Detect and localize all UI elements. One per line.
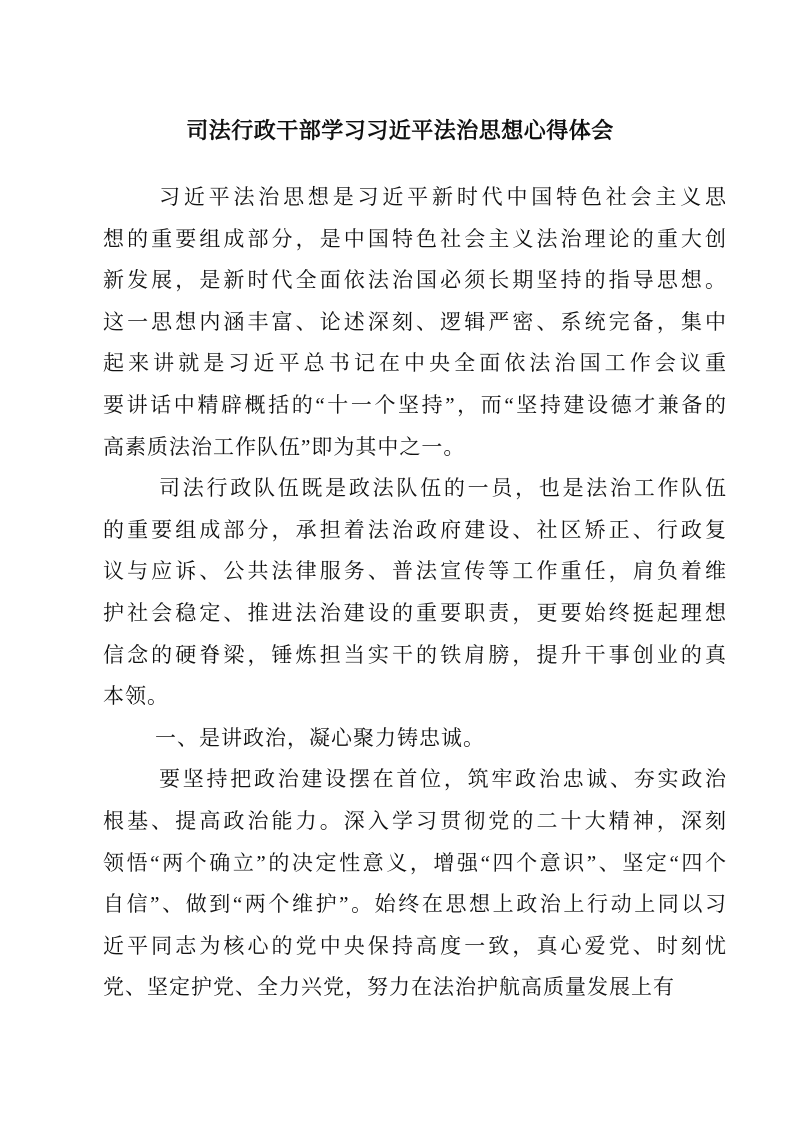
paragraph	[103, 468, 727, 718]
document-content	[103, 110, 727, 1009]
document-line: 的重要组成部分，承担着法治政府建设、社区矫正、行政复	[103, 517, 727, 542]
document-line: 新发展，是新时代全面依法治国必须长期坚持的指导思想。	[103, 268, 727, 293]
document-line: 司法行政队伍既是政法队伍的一员，也是法治工作队伍	[159, 476, 727, 501]
document-line: 高素质法治工作队伍”即为其中之一。	[103, 434, 466, 459]
document-line: 近平同志为核心的党中央保持高度一致，真心爱党、时刻忧	[103, 933, 727, 958]
document-line: 起来讲就是习近平总书记在中央全面依法治国工作会议重	[103, 351, 727, 376]
paragraph	[103, 759, 727, 1009]
document-line: 要讲话中精辟概括的“十一个坚持”，而“坚持建设德才兼备的	[103, 392, 727, 417]
document-line: 议与应诉、公共法律服务、普法宣传等工作重任，肩负着维	[103, 559, 727, 584]
document-line: 自信”、做到“两个维护”。始终在思想上政治上行动上同以习	[103, 892, 727, 917]
document-line: 这一思想内涵丰富、论述深刻、逻辑严密、系统完备，集中	[103, 309, 727, 334]
document-body	[103, 177, 727, 1009]
section-heading	[103, 718, 727, 760]
document-line: 领悟“两个确立”的决定性意义，增强“四个意识”、坚定“四个	[103, 850, 727, 875]
document-line: 习近平法治思想是习近平新时代中国特色社会主义思	[159, 185, 727, 209]
document-line: 本领。	[103, 684, 169, 709]
document-line: 要坚持把政治建设摆在首位，筑牢政治忠诚、夯实政治	[159, 767, 727, 792]
document-line: 根基、提高政治能力。深入学习贯彻党的二十大精神，深刻	[103, 808, 727, 833]
document-line: 护社会稳定、推进法治建设的重要职责，更要始终挺起理想	[103, 600, 727, 625]
document-title: 司法行政干部学习习近平法治思想心得体会	[186, 118, 614, 143]
document-line: 想的重要组成部分，是中国特色社会主义法治理论的重大创	[103, 226, 727, 251]
document-line: 党、坚定护党、全力兴党，努力在法治护航高质量发展上有	[103, 975, 675, 1000]
document-line: 信念的硬脊梁，锤炼担当实干的铁肩膀，提升干事创业的真	[103, 642, 727, 667]
paragraph	[103, 177, 727, 468]
document-line: 一、是讲政治，凝心聚力铸忠诚。	[155, 725, 485, 750]
